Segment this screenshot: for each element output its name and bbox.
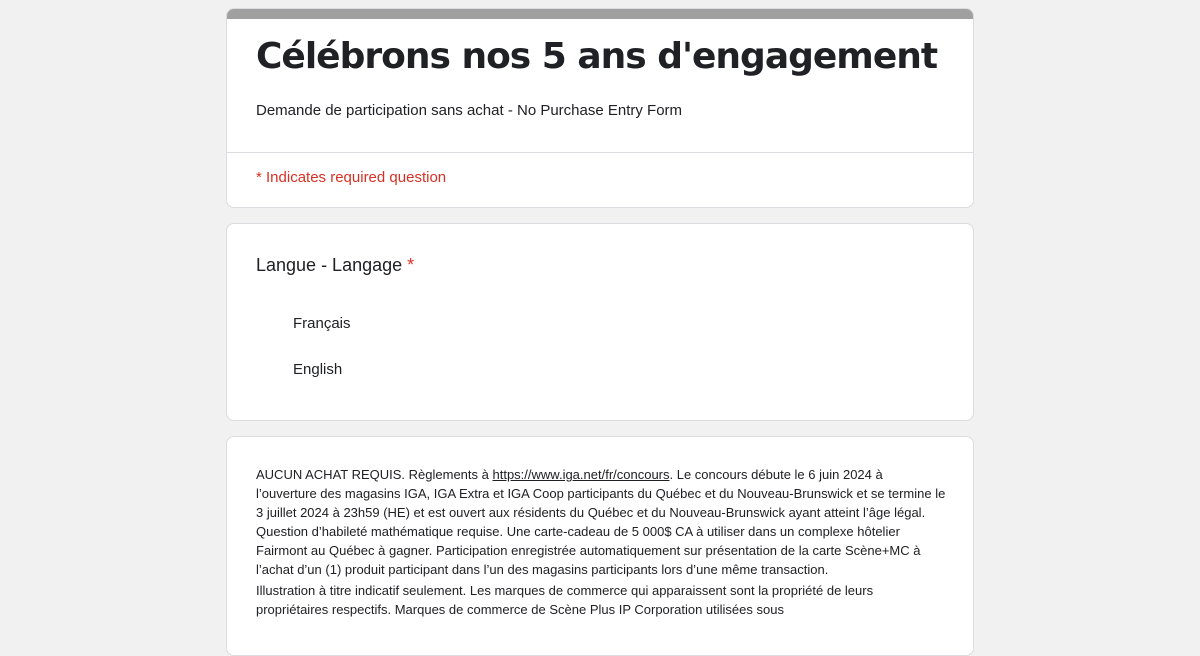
rules-text-after-link: . Le concours débute le 6 juin 2024 à l’ouverture des magasins IGA, IGA Extra et IGA Coop participants du Québec et du Nouveau-Brunswick et se termine le 3 juillet 2024 à 23h59 (HE) et est ouvert aux résidents du Québec et du Nouveau-Brunswick ayant atteint l’âge légal. Question d’habileté mathématique requise. Une carte-cadeau de 5 000$ CA à utiliser dans un complexe hôtelier Fairmont au Québec à gagner. Participation enregistrée automatiquement sur présentation de la carte Scène+MC à l’achat d’un (1) produit participant dans l’un des magasins participants lors d’une même transaction. [256, 467, 946, 577]
required-asterisk: * [407, 255, 415, 275]
option-english[interactable]: English [293, 361, 343, 378]
form-header-card [226, 8, 974, 208]
form-description: Demande de participation sans achat - No Purchase Entry Form [256, 102, 683, 119]
header-divider [227, 152, 973, 153]
rules-text [256, 465, 946, 621]
rules-text-before-link: AUCUN ACHAT REQUIS. Règlements à [256, 467, 493, 482]
rules-paragraph-1 [256, 465, 946, 579]
language-question-card [226, 223, 974, 421]
rules-paragraph-2: Illustration à titre indicatif seulement. Les marques de commerce qui apparaissent sont la propriété de leurs propriétaires respectifs. Marques de commerce de Scène Plus IP Corporation utilisées sous [256, 583, 874, 617]
rules-link[interactable]: https://www.iga.net/fr/concours [492, 467, 670, 482]
question-title [256, 255, 414, 276]
header-accent-strip [227, 9, 973, 19]
question-title-text: Langue - Langage [256, 255, 403, 275]
option-francais[interactable]: Français [293, 315, 351, 332]
rules-card [226, 436, 974, 656]
form-title: Célébrons nos 5 ans d'engagement [256, 36, 938, 77]
required-question-note: * Indicates required question [256, 169, 447, 186]
